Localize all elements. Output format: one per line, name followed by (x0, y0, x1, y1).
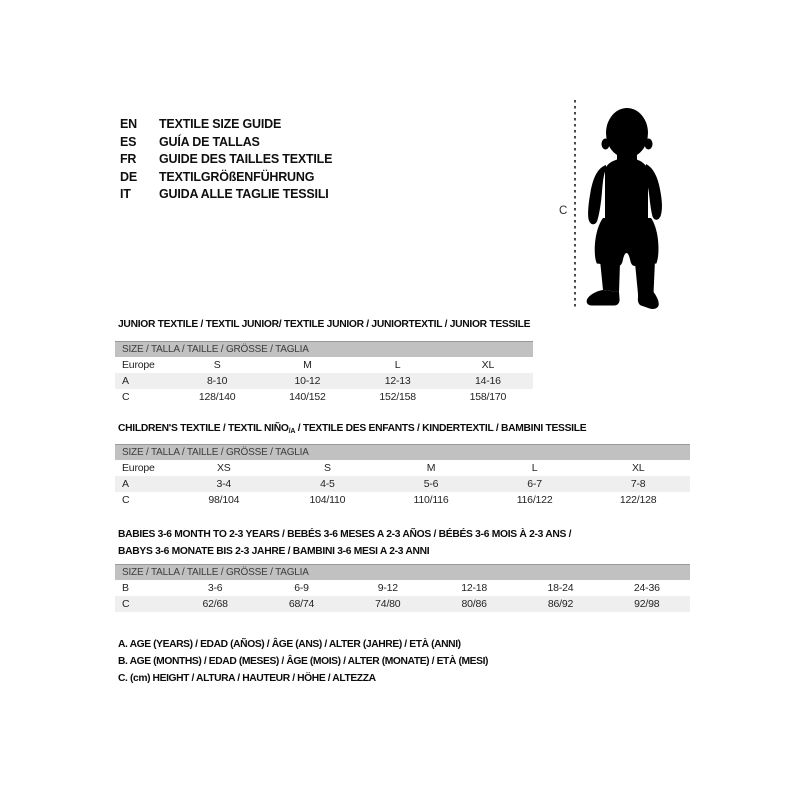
size-cell: XS (216, 462, 231, 474)
height-cell: 116/122 (516, 494, 553, 506)
row-label: C (122, 494, 130, 506)
height-cell: 62/68 (202, 598, 228, 610)
table-row-age (115, 373, 533, 389)
junior-section-title: JUNIOR TEXTILE / TEXTIL JUNIOR/ TEXTILE JUNIOR / JUNIORTEXTIL / JUNIOR TESSILE (118, 319, 531, 330)
language-row-en (120, 116, 332, 134)
table-row-height (115, 389, 533, 405)
row-label: A (122, 478, 129, 490)
row-label: B (122, 582, 129, 594)
age-cell: 3-4 (216, 478, 232, 490)
age-cell: 12-18 (461, 582, 488, 594)
language-code: ES (120, 134, 137, 149)
language-label: GUÍA DE TALLAS (159, 134, 260, 149)
babies-size-table (115, 564, 690, 612)
height-cell: 152/158 (379, 391, 416, 403)
row-label: A (122, 375, 129, 387)
footnote-a: A. AGE (YEARS) / EDAD (AÑOS) / ÂGE (ANS) / ALTER (JAHRE) / ETÀ (ANNI) (118, 639, 461, 650)
size-cell: XL (631, 462, 645, 474)
babies-title-line1: BABIES 3-6 MONTH TO 2-3 YEARS / BEBÉS 3-6 MESES A 2-3 AÑOS / BÉBÉS 3-6 MOIS À 2-3 ANS / (118, 529, 572, 540)
height-cell: 74/80 (375, 598, 401, 610)
babies-title-line2: BABYS 3-6 MONATE BIS 2-3 JAHRE / BAMBINI 3-6 MESI A 2-3 ANNI (118, 546, 430, 557)
age-cell: 5-6 (423, 478, 439, 490)
size-header-band: SIZE / TALLA / TAILLE / GRÖSSE / TAGLIA (115, 564, 690, 580)
age-cell: 14-16 (474, 375, 501, 387)
age-cell: 7-8 (630, 478, 646, 490)
language-row-fr (120, 151, 332, 169)
size-cell: L (531, 462, 538, 474)
age-cell: 4-5 (320, 478, 335, 490)
language-label: TEXTILGRÖßENFÜHRUNG (159, 169, 315, 184)
table-row-age (115, 476, 690, 492)
language-label: GUIDA ALLE TAGLIE TESSILI (159, 187, 329, 201)
height-cell: 104/110 (309, 494, 346, 506)
language-list (120, 116, 332, 204)
age-cell: 12-13 (384, 375, 411, 387)
row-label: Europe (122, 359, 155, 371)
age-cell: 24-36 (633, 582, 660, 594)
language-label: TEXTILE SIZE GUIDE (159, 117, 282, 131)
table-row-europe (115, 357, 533, 373)
height-cell: 128/140 (198, 391, 236, 403)
table-row-europe (115, 460, 690, 476)
size-header-band: SIZE / TALLA / TAILLE / GRÖSSE / TAGLIA (115, 444, 690, 460)
height-cell: 110/116 (413, 494, 449, 506)
language-code: EN (120, 117, 137, 131)
junior-size-table (115, 341, 533, 405)
table-row-height (115, 492, 690, 508)
age-cell: 8-10 (207, 375, 228, 387)
baby-silhouette-icon (580, 106, 672, 312)
table-row-height (115, 596, 690, 612)
height-cell: 140/152 (289, 391, 326, 403)
language-row-it (120, 186, 332, 204)
age-cell: 10-12 (294, 375, 321, 387)
language-label: GUIDE DES TAILLES TEXTILE (159, 152, 333, 166)
size-cell: M (426, 462, 436, 474)
children-section-title (118, 420, 586, 440)
height-dashed-line (574, 100, 576, 310)
height-cell: 80/86 (461, 598, 487, 610)
babies-section-title (118, 526, 571, 560)
row-label: C (122, 598, 130, 610)
children-title-prefix: CHILDREN'S TEXTILE / TEXTIL NIÑO (118, 423, 289, 434)
age-cell: 3-6 (207, 582, 223, 594)
age-cell: 6-9 (294, 582, 309, 594)
language-row-es (120, 134, 332, 152)
height-cell: 158/170 (469, 391, 507, 403)
language-code: FR (120, 152, 137, 166)
children-title-suffix: / TEXTILE DES ENFANTS / KINDERTEXTIL / BAMBINI TESSILE (295, 423, 587, 434)
size-header-band: SIZE / TALLA / TAILLE / GRÖSSE / TAGLIA (115, 341, 533, 357)
children-size-table (115, 444, 690, 508)
height-cell: 86/92 (547, 598, 574, 610)
language-code: IT (120, 187, 131, 201)
height-cell: 122/128 (619, 494, 657, 506)
row-label: C (122, 391, 130, 403)
size-cell: S (323, 462, 331, 474)
height-cell: 98/104 (208, 494, 240, 506)
age-cell: 6-7 (527, 478, 542, 490)
row-label: Europe (122, 462, 155, 474)
language-row-de (120, 169, 332, 187)
age-cell: 9-12 (377, 582, 398, 594)
size-cell: M (303, 359, 312, 371)
height-cell: 68/74 (288, 598, 315, 610)
footnote-b: B. AGE (MONTHS) / EDAD (MESES) / ÂGE (MOIS) / ALTER (MONATE) / ETÀ (MESI) (118, 656, 489, 667)
size-cell: XL (481, 359, 495, 371)
size-cell: S (213, 359, 221, 371)
size-cell: L (394, 359, 401, 371)
age-cell: 18-24 (547, 582, 574, 594)
height-cell: 92/98 (634, 598, 660, 610)
language-code: DE (120, 169, 137, 184)
footnotes (118, 636, 488, 687)
children-title-subscript: /A (288, 428, 296, 435)
table-row-age-months (115, 580, 690, 596)
footnote-c: C. (cm) HEIGHT / ALTURA / HAUTEUR / HÖHE / ALTEZZA (118, 673, 376, 684)
height-measure-label: C (559, 205, 568, 217)
